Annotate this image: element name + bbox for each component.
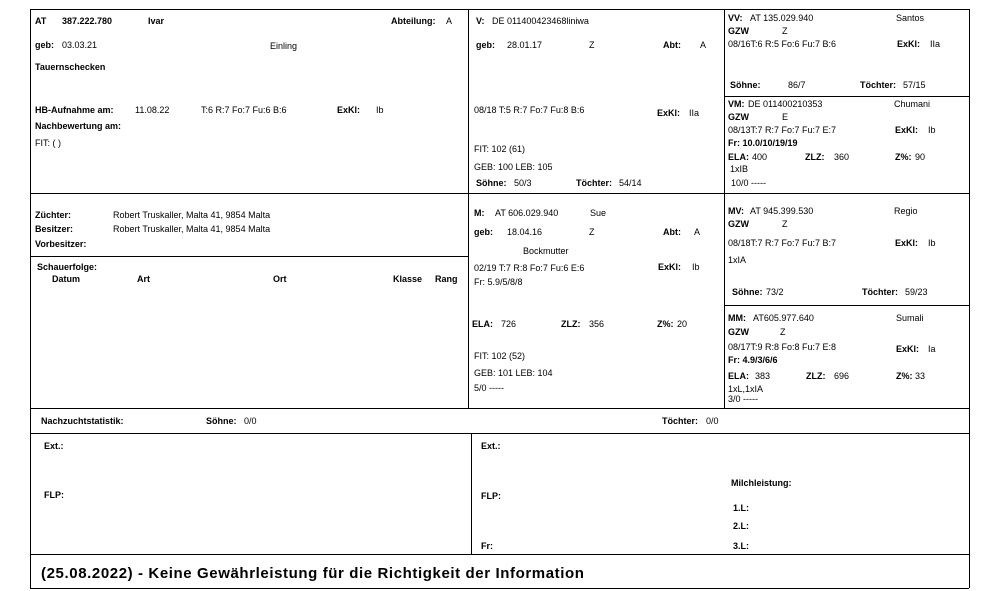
- mv-toechter: 59/23: [905, 287, 928, 297]
- vm-name: Chumani: [894, 99, 931, 109]
- abteilung-value: A: [446, 16, 453, 26]
- mother-name: Sue: [590, 208, 607, 218]
- vv-id-label: VV:: [728, 13, 743, 23]
- zuechter-label: Züchter:: [35, 210, 71, 220]
- vm-fr: Fr: 10.0/10/19/19: [728, 138, 798, 148]
- mother-zp: 20: [677, 319, 688, 329]
- mv-soehne: 73/2: [766, 287, 784, 297]
- mother-zlz-label: ZLZ:: [561, 319, 581, 329]
- divider-col2: [724, 9, 725, 408]
- father-toechter: 54/14: [619, 178, 642, 188]
- stats-soehne: 0/0: [244, 416, 257, 426]
- vm-scores: 08/13T:7 R:7 Fo:7 Fu:7 E:7: [728, 125, 837, 135]
- vm-zp-label: Z%:: [895, 152, 912, 162]
- mm-award: 1xL,1xIA: [728, 384, 764, 394]
- mm-id-label: MM:: [728, 313, 746, 323]
- vm-exkl-label: ExKl:: [895, 125, 919, 135]
- mm-zlz-label: ZLZ:: [806, 371, 826, 381]
- mother-geb-leb: GEB: 101 LEB: 104: [474, 368, 553, 378]
- mother-id: AT 606.029.940: [495, 208, 559, 218]
- mm-scores: 08/17T:9 R:8 Fo:8 Fu:7 E:8: [728, 342, 837, 352]
- hb-label: HB-Aufnahme am:: [35, 105, 114, 115]
- divider-row1: [30, 193, 969, 194]
- vorbesitzer-label: Vorbesitzer:: [35, 239, 87, 249]
- zuechter-value: Robert Truskaller, Malta 41, 9854 Malta: [113, 210, 271, 220]
- mm-zp-label: Z%:: [896, 371, 913, 381]
- border-left: [30, 9, 31, 588]
- mm-extra: 3/0 -----: [728, 394, 758, 404]
- mm-ela-label: ELA:: [728, 371, 749, 381]
- vv-id: AT 135.029.940: [750, 13, 814, 23]
- mm-zp: 33: [915, 371, 926, 381]
- mother-ela-label: ELA:: [472, 319, 493, 329]
- vv-soehne-label: Söhne:: [730, 80, 761, 90]
- divider-stats: [30, 433, 969, 434]
- hb-scores: T:6 R:7 Fo:7 Fu:6 B:6: [201, 105, 287, 115]
- vm-award: 1xIB: [730, 164, 749, 174]
- mother-extra: 5/0 -----: [474, 383, 504, 393]
- divider-bottom-col: [471, 433, 472, 554]
- mother-abt-label: Abt:: [663, 227, 681, 237]
- vm-id: DE 011400210353: [748, 99, 823, 109]
- show-title: Schauerfolge:: [37, 262, 98, 272]
- vm-ela-label: ELA:: [728, 152, 749, 162]
- father-geb-label: geb:: [476, 40, 495, 50]
- left-flp-label: FLP:: [44, 490, 64, 500]
- mv-toechter-label: Töchter:: [862, 287, 898, 297]
- mv-gzw-label: GZW: [728, 219, 749, 229]
- col-datum: Datum: [52, 274, 81, 284]
- mother-id-label: M:: [474, 208, 485, 218]
- vv-toechter: 57/15: [903, 80, 926, 90]
- milch-l2: 2.L:: [733, 521, 750, 531]
- vm-gzw-label: GZW: [728, 112, 749, 122]
- father-id-label: V:: [476, 16, 485, 26]
- col-ort: Ort: [273, 274, 287, 284]
- mm-id: AT605.977.640: [753, 313, 814, 323]
- father-z: Z: [589, 40, 595, 50]
- col-klasse: Klasse: [393, 274, 423, 284]
- father-abt-label: Abt:: [663, 40, 681, 50]
- father-fit: FIT: 102 (61): [474, 144, 526, 154]
- border-top: [30, 9, 969, 10]
- mother-fit: FIT: 102 (52): [474, 351, 526, 361]
- mother-role: Bockmutter: [523, 246, 569, 256]
- mother-zp-label: Z%:: [657, 319, 674, 329]
- mv-exkl: Ib: [928, 238, 936, 248]
- father-exkl: IIa: [689, 108, 700, 118]
- mother-exkl-label: ExKl:: [658, 262, 682, 272]
- vm-zlz: 360: [834, 152, 850, 162]
- mv-z: Z: [782, 219, 788, 229]
- border-right: [969, 9, 970, 588]
- father-scores: 08/18 T:5 R:7 Fo:7 Fu:8 B:6: [474, 105, 585, 115]
- stats-toechter: 0/0: [706, 416, 719, 426]
- divider-footer: [30, 554, 969, 555]
- mother-z: Z: [589, 227, 595, 237]
- col-art: Art: [137, 274, 150, 284]
- milch-l3: 3.L:: [733, 541, 750, 551]
- stats-soehne-label: Söhne:: [206, 416, 237, 426]
- father-id: DE 011400423468liniwa: [492, 16, 589, 26]
- hb-date: 11.08.22: [135, 105, 170, 115]
- vv-z: Z: [782, 26, 788, 36]
- left-ext-label: Ext.:: [44, 441, 64, 451]
- mv-award: 1xIA: [728, 255, 747, 265]
- animal-name: Ivar: [148, 16, 165, 26]
- breed: Tauernschecken: [35, 62, 106, 72]
- mother-scores: 02/19 T:7 R:8 Fo:7 Fu:6 E:6: [474, 263, 585, 273]
- mm-exkl: Ia: [928, 344, 936, 354]
- abteilung-label: Abteilung:: [391, 16, 436, 26]
- mv-soehne-label: Söhne:: [732, 287, 763, 297]
- mv-id-label: MV:: [728, 206, 745, 216]
- father-geb-leb: GEB: 100 LEB: 105: [474, 162, 553, 172]
- milch-l1: 1.L:: [733, 503, 750, 513]
- mm-gzw-label: GZW: [728, 327, 749, 337]
- mm-zlz: 696: [834, 371, 850, 381]
- animal-fit: FIT: ( ): [35, 138, 61, 148]
- vv-gzw-label: GZW: [728, 26, 749, 36]
- besitzer-value: Robert Truskaller, Malta 41, 9854 Malta: [113, 224, 271, 234]
- geb-value: 03.03.21: [62, 40, 98, 50]
- mv-name: Regio: [894, 206, 918, 216]
- mv-scores: 08/18T:7 R:7 Fo:7 Fu:7 B:7: [728, 238, 837, 248]
- border-bottom: [30, 588, 969, 589]
- stats-title: Nachzuchtstatistik:: [41, 416, 124, 426]
- father-exkl-label: ExKl:: [657, 108, 681, 118]
- right-flp-label: FLP:: [481, 491, 501, 501]
- mm-name: Sumali: [896, 313, 924, 323]
- mother-zlz: 356: [589, 319, 605, 329]
- mm-z: Z: [780, 327, 786, 337]
- stats-toechter-label: Töchter:: [662, 416, 698, 426]
- animal-id-label: AT: [35, 16, 47, 26]
- father-soehne-label: Söhne:: [476, 178, 507, 188]
- vv-name: Santos: [896, 13, 925, 23]
- vv-toechter-label: Töchter:: [860, 80, 896, 90]
- divider-vv-vm: [724, 96, 969, 97]
- vv-exkl: IIa: [930, 39, 941, 49]
- vm-extra: 10/0 -----: [731, 178, 767, 188]
- nachbewertung-label: Nachbewertung am:: [35, 121, 122, 131]
- father-abt: A: [700, 40, 707, 50]
- vv-exkl-label: ExKl:: [897, 39, 921, 49]
- mother-abt: A: [694, 227, 701, 237]
- vm-e: E: [782, 112, 789, 122]
- milch-label: Milchleistung:: [731, 478, 792, 488]
- right-ext-label: Ext.:: [481, 441, 501, 451]
- vv-scores: 08/16T:6 R:5 Fo:6 Fu:7 B:6: [728, 39, 837, 49]
- mother-geb: 18.04.16: [507, 227, 543, 237]
- divider-col1: [468, 9, 469, 408]
- vm-exkl: Ib: [928, 125, 936, 135]
- breeding-type: Einling: [270, 41, 298, 51]
- geb-label: geb:: [35, 40, 54, 50]
- mm-ela: 383: [755, 371, 771, 381]
- exkl-label: ExKl:: [337, 105, 361, 115]
- mv-id: AT 945.399.530: [750, 206, 814, 216]
- exkl-value: Ib: [376, 105, 384, 115]
- mm-exkl-label: ExKl:: [896, 344, 920, 354]
- right-fr-label: Fr:: [481, 541, 493, 551]
- animal-id: 387.222.780: [62, 16, 113, 26]
- disclaimer-footer: (25.08.2022) - Keine Gewährleistung für die Richtigkeit der Information: [41, 565, 585, 582]
- mother-exkl: Ib: [692, 262, 700, 272]
- father-soehne: 50/3: [514, 178, 532, 188]
- col-rang: Rang: [435, 274, 458, 284]
- vm-ela: 400: [752, 152, 768, 162]
- father-geb: 28.01.17: [507, 40, 543, 50]
- mv-exkl-label: ExKl:: [895, 238, 919, 248]
- mother-geb-label: geb:: [474, 227, 493, 237]
- vm-zp: 90: [915, 152, 926, 162]
- mother-fr: Fr: 5.9/5/8/8: [474, 277, 523, 287]
- vm-zlz-label: ZLZ:: [805, 152, 825, 162]
- divider-mv-mm: [724, 305, 969, 306]
- besitzer-label: Besitzer:: [35, 224, 74, 234]
- vv-soehne: 86/7: [788, 80, 806, 90]
- divider-row2: [30, 408, 969, 409]
- father-toechter-label: Töchter:: [576, 178, 612, 188]
- mother-ela: 726: [501, 319, 517, 329]
- divider-owner: [30, 256, 468, 257]
- vm-id-label: VM:: [728, 99, 745, 109]
- mm-fr: Fr: 4.9/3/6/6: [728, 355, 778, 365]
